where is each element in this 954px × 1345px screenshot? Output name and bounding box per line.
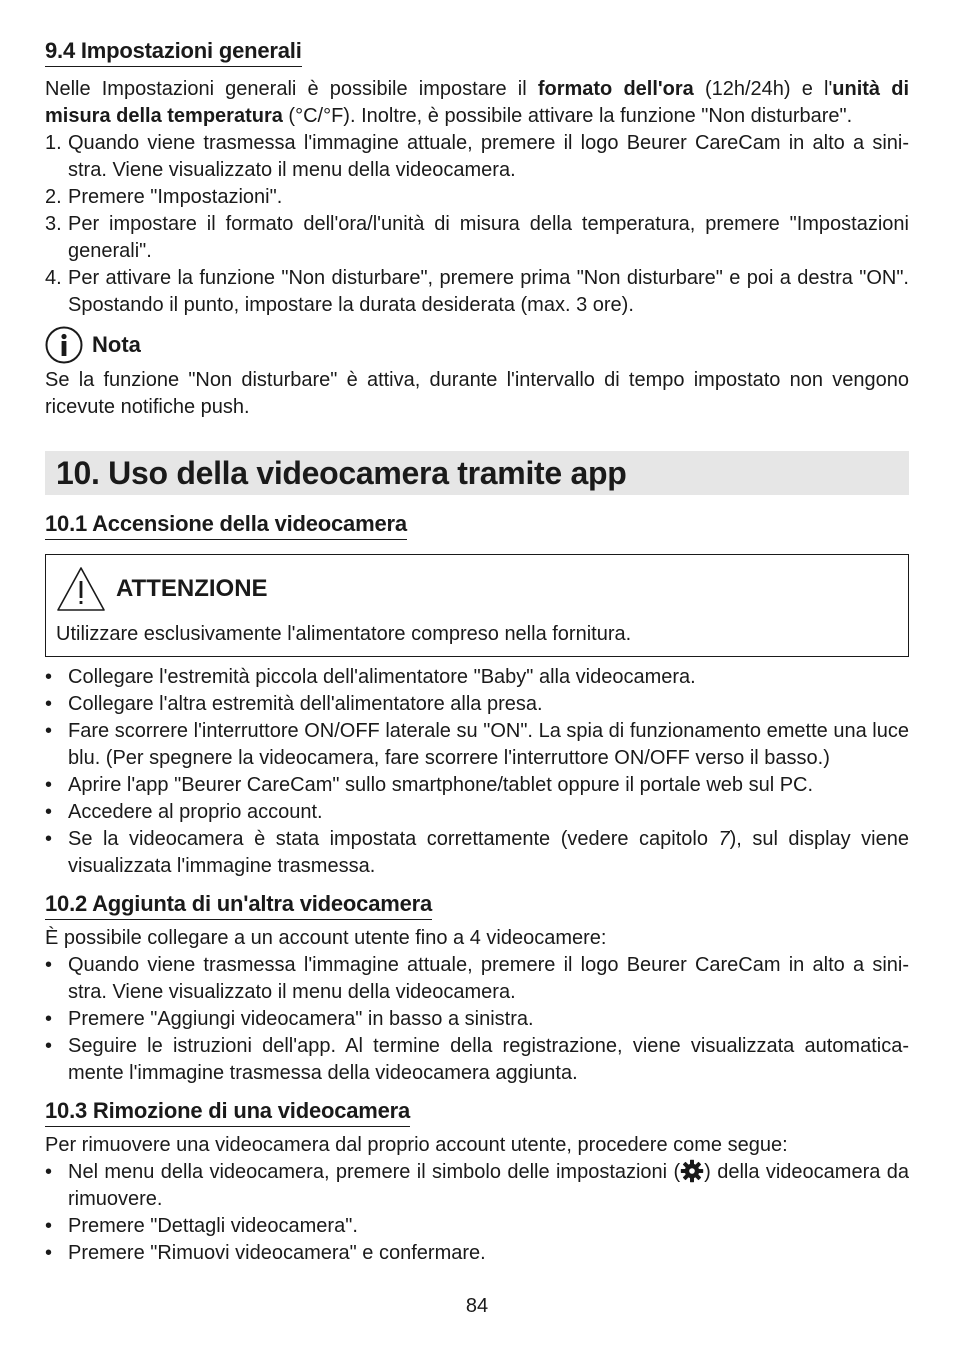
section-10-2-intro: È possibile collegare a un account utente fino a 4 videocamere:: [45, 927, 607, 949]
section-10-3-list: [45, 1159, 909, 1267]
section-10-3-heading: 10.3 Rimozione di una videocamera: [45, 1098, 410, 1127]
section-10-3-intro: Per rimuovere una videocamera dal proprio account utente, procedere come segue:: [45, 1134, 788, 1156]
note-title: Nota: [92, 332, 141, 357]
section-10-1-list: [45, 664, 909, 880]
list-item: 4. Per attivare la funzione "Non disturbare", premere prima "Non disturbare" e poi a destra "ON". Spostando il punto, impostare la durata desiderata (max. 3 ore).: [45, 267, 909, 316]
list-item: • Se la videocamera è stata impostata correttamente (vedere capitolo 7), sul display viene visualizzata l'immagine trasmessa.: [45, 828, 909, 877]
gear-icon: [680, 1159, 704, 1183]
page-content: [45, 0, 909, 1267]
section-9-4-intro: Nelle Impostazioni generali è possibile impostare il formato dell'ora (12h/24h) e l'unità di misura della temperatura (°C/°F). Inoltre, è possibile attivare la funzione "Non disturbare".: [45, 78, 909, 127]
list-item: • Premere "Rimuovi videocamera" e confermare.: [45, 1242, 486, 1264]
note-header: [45, 326, 909, 364]
list-item: • Fare scorrere l'interruttore ON/OFF laterale su "ON". La spia di funzionamento emette una luce blu. (Per spegnere la videocamera, fare scorrere l'interruttore ON/OFF verso il basso.): [45, 720, 909, 769]
section-9-4-heading: 9.4 Impostazioni generali: [45, 38, 302, 67]
list-item: • Accedere al proprio account.: [45, 801, 323, 823]
chapter-reference: 7: [718, 828, 730, 850]
list-item: • Aprire l'app "Beurer CareCam" sullo smartphone/tablet oppure il portale web sul PC.: [45, 774, 814, 796]
list-item: • Quando viene trasmessa l'immagine attuale, premere il logo Beurer CareCam in alto a sini-stra. Viene visualizzato il menu della videocamera.: [45, 954, 909, 1003]
warning-title: ATTENZIONE: [116, 575, 268, 602]
warning-header: [56, 565, 898, 613]
list-item: • Nel menu della videocamera, premere il simbolo delle impostazioni ( ) della videocamera da rimuovere.: [45, 1161, 909, 1210]
list-item: 2. Premere "Impostazioni".: [45, 186, 283, 208]
chapter-10-heading: 10. Uso della videocamera tramite app: [45, 451, 909, 495]
list-item: • Collegare l'altra estremità dell'alimentatore alla presa.: [45, 693, 543, 715]
list-item: 1. Quando viene trasmessa l'immagine attuale, premere il logo Beurer CareCam in alto a sini-stra. Viene visualizzato il menu della videocamera.: [45, 132, 909, 181]
list-item: 3. Per impostare il formato dell'ora/l'unità di misura della temperatura, premere "Impostazioni generali".: [45, 213, 909, 262]
info-icon: [45, 326, 83, 364]
section-10-2-list: [45, 952, 909, 1087]
warning-box: [45, 554, 909, 657]
list-item: • Collegare l'estremità piccola dell'alimentatore "Baby" alla videocamera.: [45, 666, 696, 688]
list-item: • Premere "Aggiungi videocamera" in basso a sinistra.: [45, 1008, 534, 1030]
note-text: Se la funzione "Non disturbare" è attiva, durante l'intervallo di tempo impostato non vengono ricevute notifiche push.: [45, 369, 909, 418]
list-item: • Seguire le istruzioni dell'app. Al termine della registrazione, viene visualizzata automatica-mente l'immagine trasmessa della videocamera aggiunta.: [45, 1035, 909, 1084]
section-10-1-heading: 10.1 Accensione della videocamera: [45, 511, 407, 540]
page-number: 84: [465, 1295, 489, 1317]
section-10-2-heading: 10.2 Aggiunta di un'altra videocamera: [45, 891, 432, 920]
warning-triangle-icon: [56, 566, 106, 612]
section-9-4-steps: [45, 130, 909, 319]
warning-text: Utilizzare esclusivamente l'alimentatore compreso nella fornitura.: [56, 623, 632, 645]
list-item: • Premere "Dettagli videocamera".: [45, 1215, 358, 1237]
